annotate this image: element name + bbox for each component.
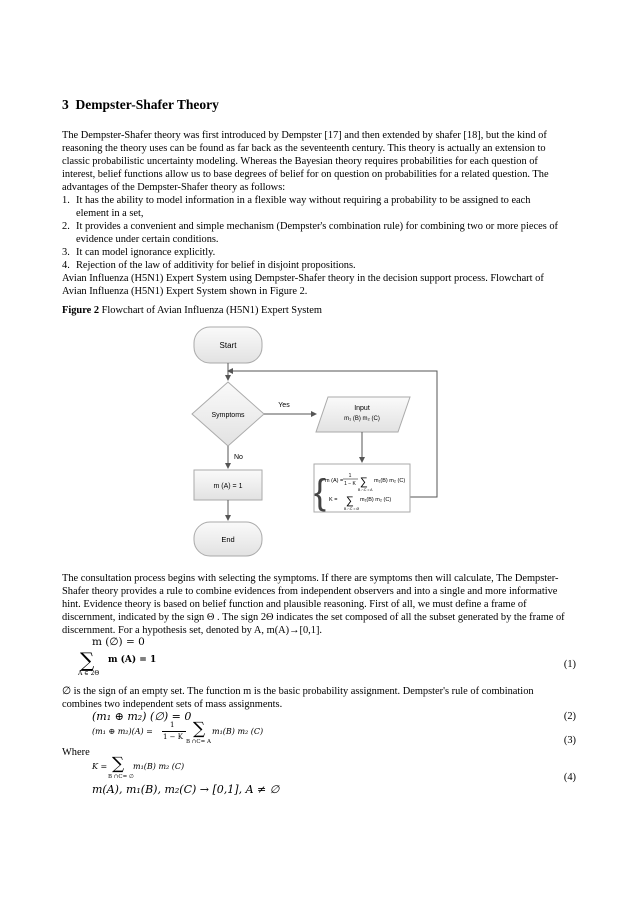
start-label: Start (219, 341, 237, 350)
eq3-frac-den: 1 − K (163, 733, 183, 741)
body-line: hint. Evidence theory is based on belief function and plausible reasoning. First of all, we must define a frame of (62, 599, 527, 610)
eq1-sum-sub: A ∈ 2Θ (78, 670, 100, 677)
input-node (316, 397, 410, 432)
eq1-expr: m (A) = 1 (108, 655, 157, 665)
after-list-line: Avian Influenza (H5N1) Expert System shown in Figure 2. (62, 286, 308, 297)
formula-sigma1: ∑ (360, 476, 368, 488)
intro-line: The Dempster-Shafer theory was first introduced by Dempster [17] and then extended by shafer [18], but the kind of (62, 130, 547, 141)
end-label: End (221, 535, 235, 544)
formula-k: K = (329, 497, 338, 503)
eq2-number: (2) (563, 711, 576, 722)
eq2-expr: (m₁ ⊕ m₂) (∅) = 0 (92, 710, 192, 723)
eq4-lhs: K = (92, 762, 108, 771)
empty-set-line: combines two independent sets of mass assignments. (62, 699, 283, 710)
list-item: 4. Rejection of the law of additivity for belief in disjoint propositions. (62, 260, 356, 271)
eq3-frac-num: 1 (170, 721, 175, 729)
formula-term2: m₁(B) m₂ (C) (360, 497, 392, 503)
formula-sub2: B ∩C = Ø (344, 507, 360, 511)
formula-sigma2: ∑ (346, 495, 354, 507)
intro-line: advantages of the Dempster-Shafer theory as follows: (62, 182, 286, 193)
list-item: 3. It can model ignorance explicitly. (62, 247, 216, 258)
eq1-number: (1) (563, 659, 576, 670)
figure-label: Figure 2 (62, 305, 100, 316)
input-formula: m₁ (B) m₂ (C) (344, 416, 380, 422)
formula-frac-den: 1 − K (344, 481, 356, 487)
no-label: No (234, 454, 243, 461)
body-line: discernment. For a hypothesis set, denoted by A, m(A)→[0,1]. (62, 625, 323, 636)
eq3-sigma: ∑ (193, 719, 206, 739)
formula-m-a: m (A) = (325, 478, 344, 484)
equation-m-empty: m (∅) = 0 (92, 636, 145, 648)
intro-line: reasoning the theory uses can be found as far back as the seventeenth century. This theory is actually an extension to (62, 143, 546, 154)
intro-line: interest, belief functions allow us to base degrees of belief for on question on probabilities for a related question. The (62, 169, 549, 180)
eq4-number: (4) (563, 772, 576, 783)
eq1-sigma: ∑ (80, 648, 95, 672)
formula-brace: { (314, 471, 327, 512)
eq3-rhs: m₁(B) m₂ (C) (212, 727, 264, 736)
eq4-sum-sub: B ∩C= ∅ (108, 774, 134, 780)
body-line: discernment, indicated by the sign Θ . The sign 2Θ indicates the set composed of all the subset generated by the frame of (62, 612, 565, 623)
eq4-rhs: m₁(B) m₂ (C) (133, 762, 185, 771)
list-item: 2. It provides a convenient and simple mechanism (Dempster's combination rule) for combining two or more pieces of evidence under certain conditions. (62, 221, 559, 246)
list-item: 1. It has the ability to model information in a flexible way without requiring a probability to be assigned to each element in a set, (62, 195, 531, 220)
figure-caption-text: Flowchart of Avian Influenza (H5N1) Expert System (99, 305, 322, 316)
intro-line: classic probabilistic uncertainty modeling. Whereas the Bayesian theory requires probabilities for each question of (62, 156, 538, 167)
input-title: Input (354, 405, 370, 412)
eq3-frac-bar (162, 731, 186, 732)
eq4-sigma: ∑ (112, 754, 125, 774)
eq3-number: (3) (563, 735, 576, 746)
m-a-label: m (A) = 1 (213, 483, 243, 490)
section-number: 3 (62, 97, 69, 112)
eq3-sum-sub: B ∩C= A (186, 739, 211, 745)
formula-term1: m₁(B) m₂ (C) (374, 478, 406, 484)
formula-sub1: B ∩C = A (358, 488, 373, 492)
eq3-lhs: (m₁ ⊕ m₂)(A) = (92, 727, 153, 736)
where-label: Where (62, 747, 90, 758)
after-list-line: Avian Influenza (H5N1) Expert System using Dempster-Shafer theory in the decision support process. Flowchart of (62, 273, 544, 284)
body-line: The consultation process begins with selecting the symptoms. If there are symptoms then will calculate, The Dempster- (62, 573, 559, 584)
formula-frac-num: 1 (348, 473, 352, 479)
section-title: Dempster-Shafer Theory (75, 97, 219, 112)
body-line: Shafer theory provides a rule to combine evidences from independent observers and into a single and more informative (62, 586, 558, 597)
eq5-expr: m(A), m₁(B), m₂(C) → [0,1], A ≠ ∅ (92, 783, 280, 796)
empty-set-line: ∅ is the sign of an empty set. The function m is the basic probability assignment. Dempster's rule of combination (62, 686, 534, 697)
yes-label: Yes (278, 402, 290, 409)
symptoms-label: Symptoms (211, 412, 245, 419)
